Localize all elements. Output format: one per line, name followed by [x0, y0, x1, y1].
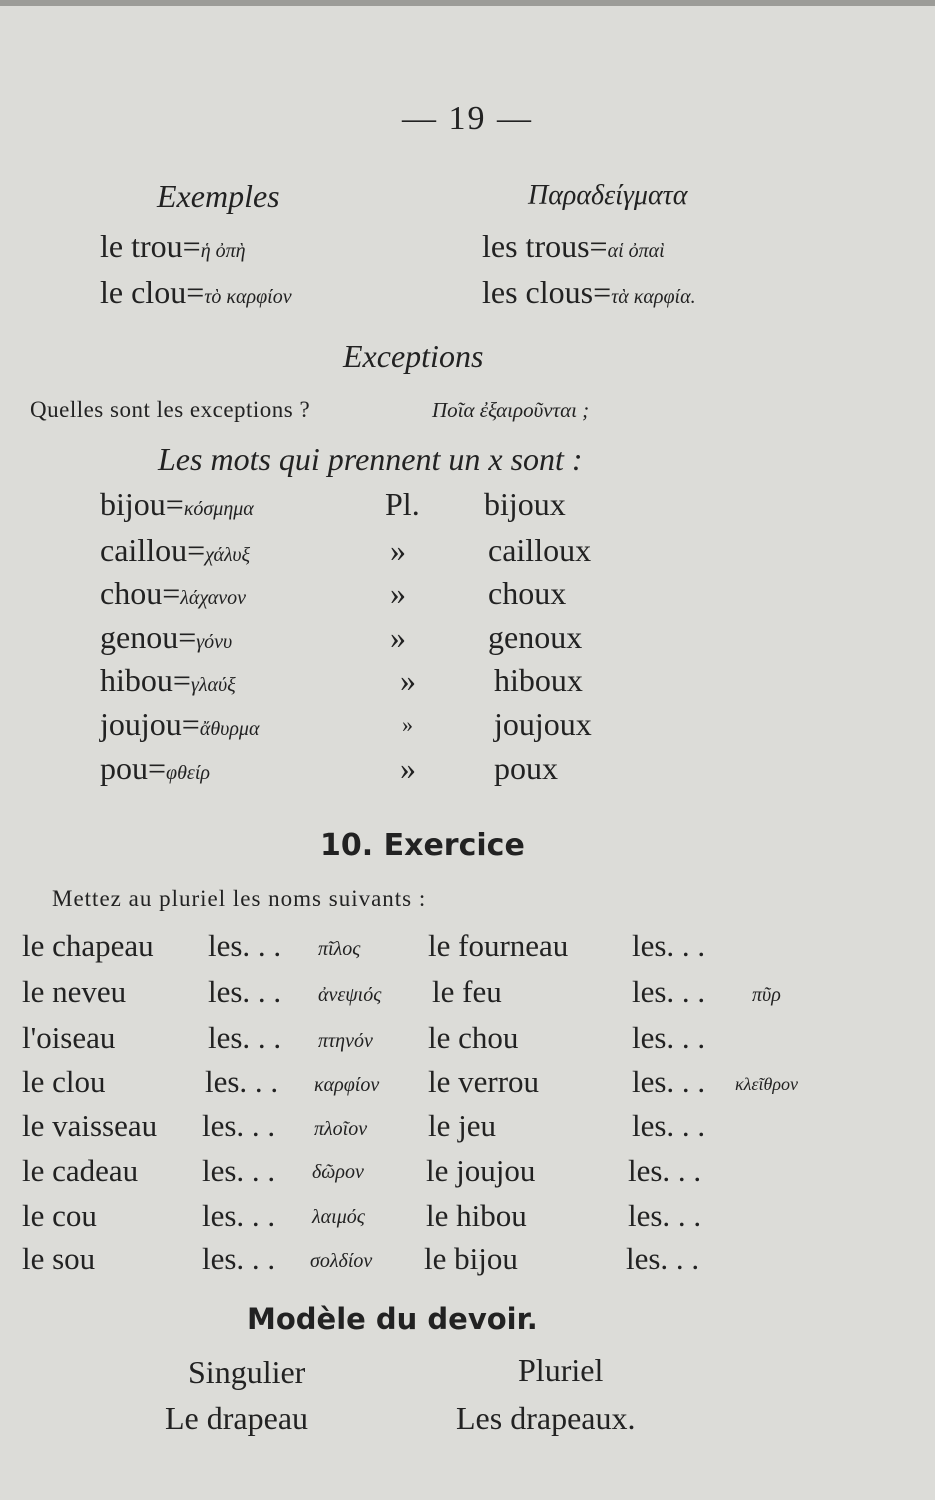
examples-title-fr: Exemples	[157, 178, 280, 214]
exception-word: hibou=γλαύξ	[100, 662, 236, 698]
exercise-left-les: les. . .	[205, 1064, 279, 1099]
exception-word: caillou=χάλυξ	[100, 532, 251, 568]
exercise-right-word: le bijou	[424, 1241, 518, 1276]
exceptions-question-gr: Ποῖα ἐξαιροῦνται ;	[432, 398, 590, 422]
example-plural: les trous	[482, 228, 590, 264]
example-singular: le trou	[100, 228, 183, 264]
exercise-right-les: les. . .	[626, 1241, 700, 1276]
exception-word-fr: joujou	[100, 706, 182, 742]
exercise-right-les: les. . .	[632, 928, 706, 963]
exception-word: pou=φθείρ	[100, 750, 210, 786]
exercise-title: Exercice	[383, 828, 525, 863]
exercise-left-word: le chapeau	[22, 928, 154, 963]
exception-plural: hiboux	[494, 662, 583, 698]
exception-plural: choux	[488, 575, 567, 611]
ditto-mark: »	[402, 712, 413, 737]
exercise-left-les: les. . .	[208, 928, 282, 963]
exceptions-rule: Les mots qui prennent un x sont :	[158, 441, 583, 477]
exception-plural: genoux	[488, 619, 583, 655]
exercise-left-les: les. . .	[208, 974, 282, 1009]
exercise-right-word: le joujou	[426, 1153, 536, 1188]
page-number: — 19 —	[402, 100, 533, 137]
page-edge	[0, 0, 935, 6]
exception-word-fr: hibou	[100, 662, 173, 698]
exercise-left-word: l'oiseau	[22, 1020, 116, 1055]
ditto-mark: »	[390, 575, 406, 611]
exception-word: genou=γόνυ	[100, 619, 233, 655]
exceptions-title: Exceptions	[343, 338, 484, 374]
pl-label: Pl.	[385, 486, 420, 522]
exercise-right-word: le feu	[432, 974, 502, 1009]
exercise-right-word: le chou	[428, 1020, 519, 1055]
exercise-left-les: les. . .	[202, 1108, 276, 1143]
example-row: le clou=τὸ καρφίον	[100, 274, 292, 310]
exercise-left-gr: ἀνεψιός	[318, 984, 382, 1006]
example-singular: le clou	[100, 274, 187, 310]
model-singular-label: Singulier	[188, 1354, 306, 1390]
exercise-left-gr: καρφίον	[314, 1074, 380, 1096]
exercise-right-word: le jeu	[428, 1108, 496, 1143]
exception-word-gr: φθείρ	[166, 762, 210, 784]
example-plural-gr: αἱ ὀπαὶ	[607, 240, 665, 262]
exercise-heading	[320, 828, 525, 863]
exception-word-gr: γλαύξ	[190, 674, 236, 696]
exception-plural: joujoux	[494, 706, 592, 742]
exercise-right-les: les. . .	[632, 974, 706, 1009]
exercise-left-gr: πλοῖον	[314, 1118, 368, 1140]
example-row-plural: les clous=τὰ καρφία.	[482, 274, 696, 310]
exception-plural: bijoux	[484, 486, 566, 522]
example-plural: les clous	[482, 274, 594, 310]
exception-word-gr: γόνυ	[196, 631, 233, 653]
example-singular-gr: ἡ ὀπὴ	[200, 240, 246, 262]
exception-word-gr: ἄθυρμα	[199, 718, 260, 740]
exercise-left-word: le sou	[22, 1241, 96, 1276]
exceptions-question-fr: Quelles sont les exceptions ?	[30, 397, 311, 422]
exercise-right-gr: κλεῖθρον	[735, 1074, 798, 1094]
ditto-mark: »	[390, 532, 406, 568]
ditto-mark: »	[400, 750, 416, 786]
model-singular-example: Le drapeau	[165, 1400, 309, 1436]
exercise-left-word: le neveu	[22, 974, 127, 1009]
exception-plural: poux	[494, 750, 558, 786]
exception-word: bijou=κόσμημα	[100, 486, 254, 522]
exercise-left-word: le cou	[22, 1198, 97, 1233]
exercise-left-gr: λαιμός	[312, 1206, 365, 1228]
exercise-left-les: les. . .	[202, 1241, 276, 1276]
exercise-left-word: le cadeau	[22, 1153, 139, 1188]
exception-word-fr: genou	[100, 619, 179, 655]
exception-word: chou=λάχανον	[100, 575, 247, 611]
example-row-plural: les trous=αἱ ὀπαὶ	[482, 228, 665, 264]
example-plural-gr: τὰ καρφία.	[611, 286, 696, 308]
exception-word-fr: bijou	[100, 486, 166, 522]
exception-word-fr: pou	[100, 750, 148, 786]
example-row: le trou=ἡ ὀπὴ	[100, 228, 246, 264]
exercise-left-gr: πτηνόν	[318, 1030, 373, 1052]
exception-word-fr: chou	[100, 575, 163, 611]
model-plural-example: Les drapeaux.	[456, 1400, 636, 1436]
model-plural-label: Pluriel	[518, 1352, 604, 1388]
exception-word-gr: λάχανον	[180, 587, 247, 609]
ditto-mark: »	[400, 662, 416, 698]
ditto-mark: »	[390, 619, 406, 655]
exercise-left-les: les. . .	[208, 1020, 282, 1055]
exercise-left-les: les. . .	[202, 1198, 276, 1233]
exercise-right-les: les. . .	[632, 1064, 706, 1099]
exception-word-fr: caillou	[100, 532, 188, 568]
exercise-right-les: les. . .	[632, 1108, 706, 1143]
exercise-right-gr: πῦρ	[752, 984, 781, 1006]
exercise-right-word: le hibou	[426, 1198, 527, 1233]
exercise-right-les: les. . .	[628, 1198, 702, 1233]
exception-word-gr: κόσμημα	[183, 498, 254, 520]
exercise-left-word: le vaisseau	[22, 1108, 158, 1143]
example-singular-gr: τὸ καρφίον	[204, 286, 292, 308]
exercise-right-word: le verrou	[428, 1064, 540, 1099]
exercise-right-word: le fourneau	[428, 928, 569, 963]
model-title: Modèle du devoir.	[247, 1302, 538, 1336]
exercise-left-gr: σολδίον	[310, 1250, 373, 1272]
exercise-right-les: les. . .	[632, 1020, 706, 1055]
exercise-left-gr: δῶρον	[312, 1161, 364, 1183]
examples-title-gr: Παραδείγματα	[528, 180, 688, 211]
exercise-left-les: les. . .	[202, 1153, 276, 1188]
exercise-left-gr: πῖλος	[318, 938, 361, 960]
exception-plural: cailloux	[488, 532, 592, 568]
exception-word-gr: χάλυξ	[205, 544, 251, 566]
exercise-number: 10.	[320, 828, 374, 863]
exercise-right-les: les. . .	[628, 1153, 702, 1188]
exercise-instruction: Mettez au pluriel les noms suivants :	[52, 886, 427, 911]
exception-word: joujou=ἄθυρμα	[100, 706, 260, 742]
exercise-left-word: le clou	[22, 1064, 106, 1099]
